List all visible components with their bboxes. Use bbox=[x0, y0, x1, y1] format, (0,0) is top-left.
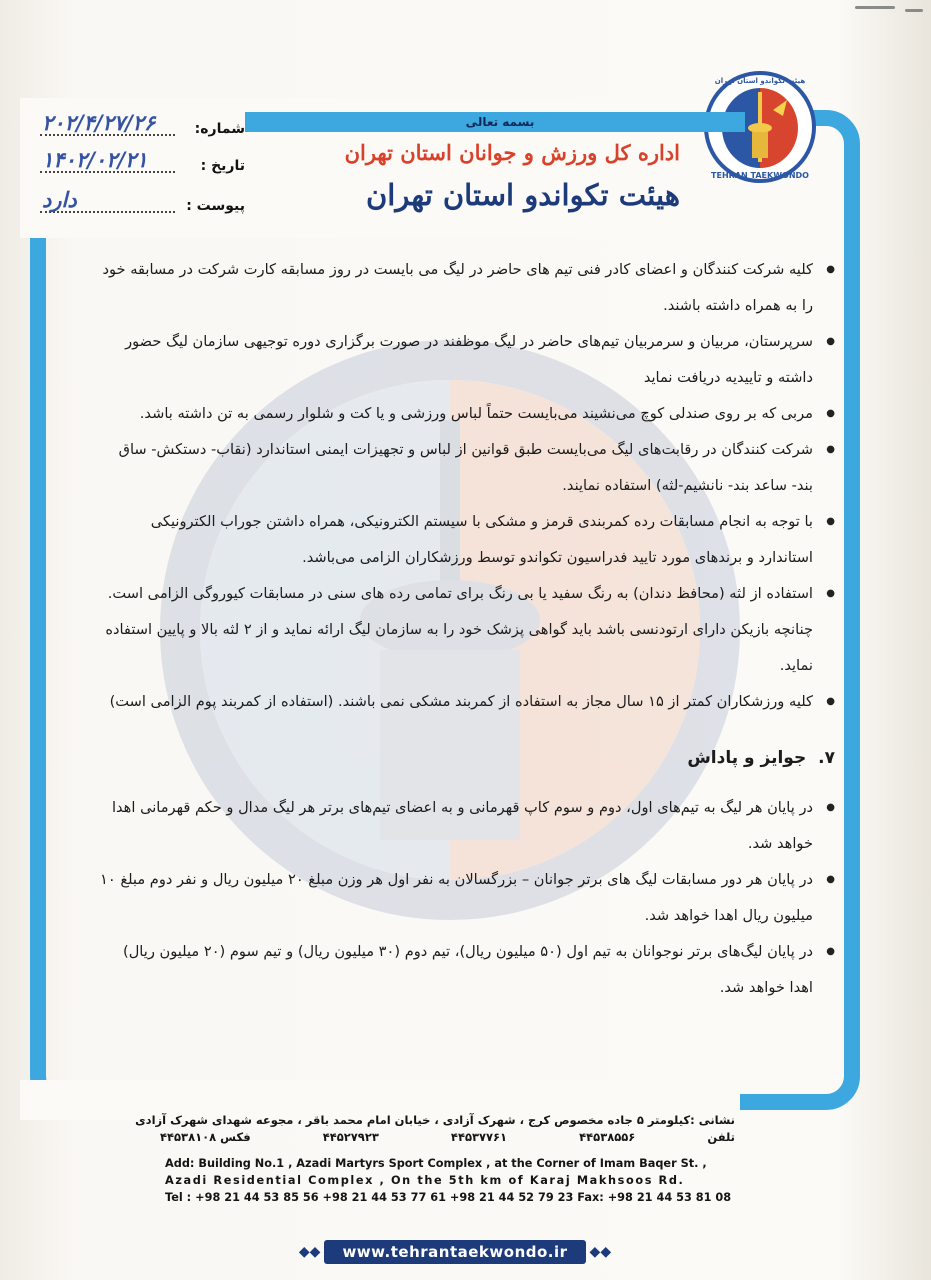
staple-mark bbox=[855, 6, 895, 9]
list-item: ● در پایان هر دور مسابقات لیگ های برتر جوانان – بزرگسالان به نفر اول هر وزن مبلغ ۲۰ میلیون ریال و نفر دوم مبلغ ۱۰ میلیون ریال اهدا خواهد شد. bbox=[95, 862, 835, 934]
list-item: ● در پایان هر لیگ به تیم‌های اول، دوم و سوم کاپ قهرمانی و به اعضای تیم‌های برتر هر لیگ مدال و حکم قهرمانی اهدا خواهد شد. bbox=[95, 790, 835, 862]
list-item: ● کلیه شرکت کنندگان و اعضای کادر فنی تیم های حاضر در لیگ می بایست در روز مسابقه کارت شرکت در مسابقه خود را به همراه داشته باشند. bbox=[95, 252, 835, 324]
phone-3: ۴۴۵۲۷۹۲۳ bbox=[322, 1130, 379, 1144]
website-link[interactable]: www.tehrantaekwondo.ir bbox=[324, 1240, 585, 1264]
attachment-field bbox=[40, 187, 245, 221]
section-number: ۷. bbox=[818, 748, 835, 768]
number-label: شماره: bbox=[194, 121, 245, 137]
phone-2: ۴۴۵۳۷۷۶۱ bbox=[450, 1130, 508, 1144]
list-item: ● شرکت کنندگان در رقابت‌های لیگ می‌بایست طبق قوانین از لباس و تجهیزات ایمنی استاندارد (نقاب- دستکش- ساق بند- ساعد بند- نانشیم-لثه) استفاده نمایند. bbox=[95, 432, 835, 504]
rules-list bbox=[95, 252, 835, 720]
address-fa: نشانی :کیلومتر ۵ جاده مخصوص کرج ، شهرک آزادی ، خیابان امام محمد باقر ، مجوعه شهدای شهرک آزادی bbox=[135, 1113, 735, 1127]
section-heading bbox=[95, 740, 835, 776]
logo-bottom-text: TEHRAN TAEKWONDO bbox=[711, 171, 809, 180]
list-item: ● کلیه ورزشکاران کمتر از ۱۵ سال مجاز به استفاده از کمربند مشکی نمی باشند. (استفاده از کمربند پوم الزامی است) bbox=[95, 684, 835, 720]
letter-body bbox=[95, 252, 835, 1006]
phone-1: ۴۴۵۳۸۵۵۶ bbox=[579, 1130, 636, 1144]
number-value: ۲۰۲/۴/۲۷/۲۶ bbox=[42, 110, 156, 135]
attachment-label: پیوست : bbox=[186, 198, 245, 214]
phone-row bbox=[160, 1129, 735, 1146]
footer-fa bbox=[135, 1112, 735, 1146]
date-field bbox=[40, 147, 245, 181]
ornament-icon: ◆◆ bbox=[589, 1244, 612, 1260]
bismillah: بسمه تعالی bbox=[465, 115, 535, 129]
section-title: جوایز و پاداش bbox=[687, 748, 807, 768]
list-item: ● استفاده از لثه (محافظ دندان) به رنگ سفید یا بی رنگ برای تمامی رده های سنی در مسابقات کیوروگی الزامی است. چنانچه بازیکن دارای ارتودنسی باشد باید گواهی پزشک خود را به سازمان لیگ ارائه نماید و از ۲ لثه بالا و پایین استفاده نماید. bbox=[95, 576, 835, 684]
list-item: ● با توجه به انجام مسابقات رده کمربندی قرمز و مشکی با سیستم الکترونیکی، همراه داشتن جوراب الکترونیکی استاندارد و برندهای مورد تایید فدراسیون تکواندو توسط ورزشکاران الزامی می‌باشد. bbox=[95, 504, 835, 576]
list-item: ● در پایان لیگ‌های برتر نوجوانان به تیم اول (۵۰ میلیون ریال)، تیم دوم (۳۰ میلیون ریال) و تیم سوم (۲۰ میلیون ریال) اهدا خواهد شد. bbox=[95, 934, 835, 1006]
website-bar bbox=[290, 1240, 620, 1264]
address-en-1: Add: Building No.1 , Azadi Martyrs Sport Complex , at the Corner of Imam Baqer St. , bbox=[165, 1157, 707, 1170]
ornament-icon: ◆◆ bbox=[298, 1244, 321, 1260]
tel-label: تلفن bbox=[707, 1130, 735, 1144]
date-value: ۱۴۰۲/۰۲/۲۱ bbox=[42, 147, 148, 172]
org-title: هیئت تکواندو استان تهران bbox=[365, 178, 680, 212]
logo-top-text: هیئت تکواندو استان تهران bbox=[714, 77, 806, 85]
footer-en bbox=[165, 1155, 735, 1206]
fax-fa: فکس ۴۴۵۳۸۱۰۸ bbox=[160, 1130, 251, 1144]
number-field bbox=[40, 110, 245, 144]
prizes-list bbox=[95, 790, 835, 1006]
date-label: تاریخ : bbox=[200, 158, 245, 174]
attachment-value: دارد bbox=[42, 187, 77, 212]
address-en-2: Azadi Residential Complex , On the 5th km of Karaj Makhsoos Rd. bbox=[165, 1174, 685, 1187]
org-ministry-title: اداره کل ورزش و جوانان استان تهران bbox=[344, 140, 680, 165]
tel-en: Tel : +98 21 44 53 85 56 +98 21 44 53 77 61 +98 21 44 52 79 23 Fax: +98 21 44 53 81 08 bbox=[165, 1191, 732, 1204]
staple-mark bbox=[905, 9, 923, 12]
list-item: ● سرپرستان، مربیان و سرمربیان تیم‌های حاضر در لیگ موظفند در صورت برگزاری دوره توجیهی سازمان لیگ حضور داشته و تاییدیه دریافت نماید bbox=[95, 324, 835, 396]
list-item: ● مربی که بر روی صندلی کوچ می‌نشیند می‌بایست حتماً لباس ورزشی و یا کت و شلوار رسمی به تن داشته باشد. bbox=[95, 396, 835, 432]
